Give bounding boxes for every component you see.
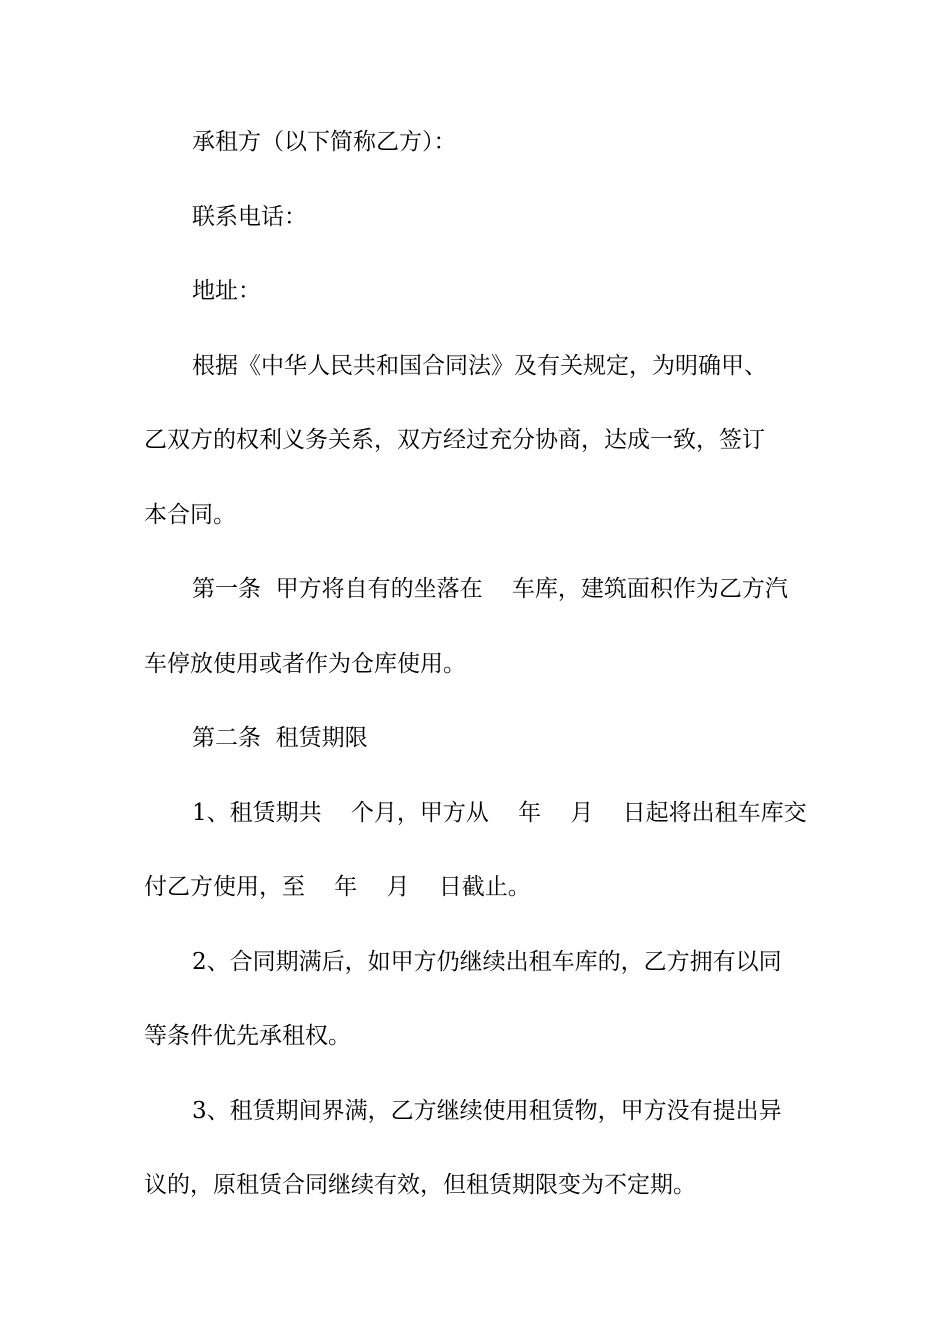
article-2-heading: 第二条 租赁期限 — [192, 725, 368, 751]
clause-1-line-2: 付乙方使用，至 年 月 日截止。 — [144, 874, 531, 900]
article-1-line-1: 第一条 甲方将自有的坐落在 车库，建筑面积作为乙方汽 — [192, 576, 788, 602]
document-body — [144, 130, 808, 1248]
article-1-line-2: 车停放使用或者作为仓库使用。 — [144, 650, 466, 677]
preamble-line-3: 本合同。 — [144, 501, 236, 528]
preamble-line-1: 根据《中华人民共和国合同法》及有关规定，为明确甲、 — [192, 352, 767, 379]
clause-3-line-2: 议的，原租赁合同继续有效，但租赁期限变为不定期。 — [144, 1172, 696, 1198]
address-line: 地址： — [192, 278, 261, 304]
clause-3-line-1: 3、租赁期间界满，乙方继续使用租赁物，甲方没有提出异 — [192, 1097, 782, 1124]
clause-2-line-1: 2、合同期满后，如甲方仍继续出租车库的，乙方拥有以同 — [192, 948, 782, 975]
clause-2-line-2: 等条件优先承租权。 — [144, 1023, 351, 1049]
lessee-line: 承租方（以下简称乙方）： — [192, 129, 457, 155]
phone-line: 联系电话： — [192, 203, 307, 230]
clause-1-line-1: 1、租赁期共 个月，甲方从 年 月 日起将出租车库交 — [192, 799, 807, 826]
preamble-line-2: 乙双方的权利义务关系，双方经过充分协商，达成一致，签订 — [144, 427, 765, 453]
